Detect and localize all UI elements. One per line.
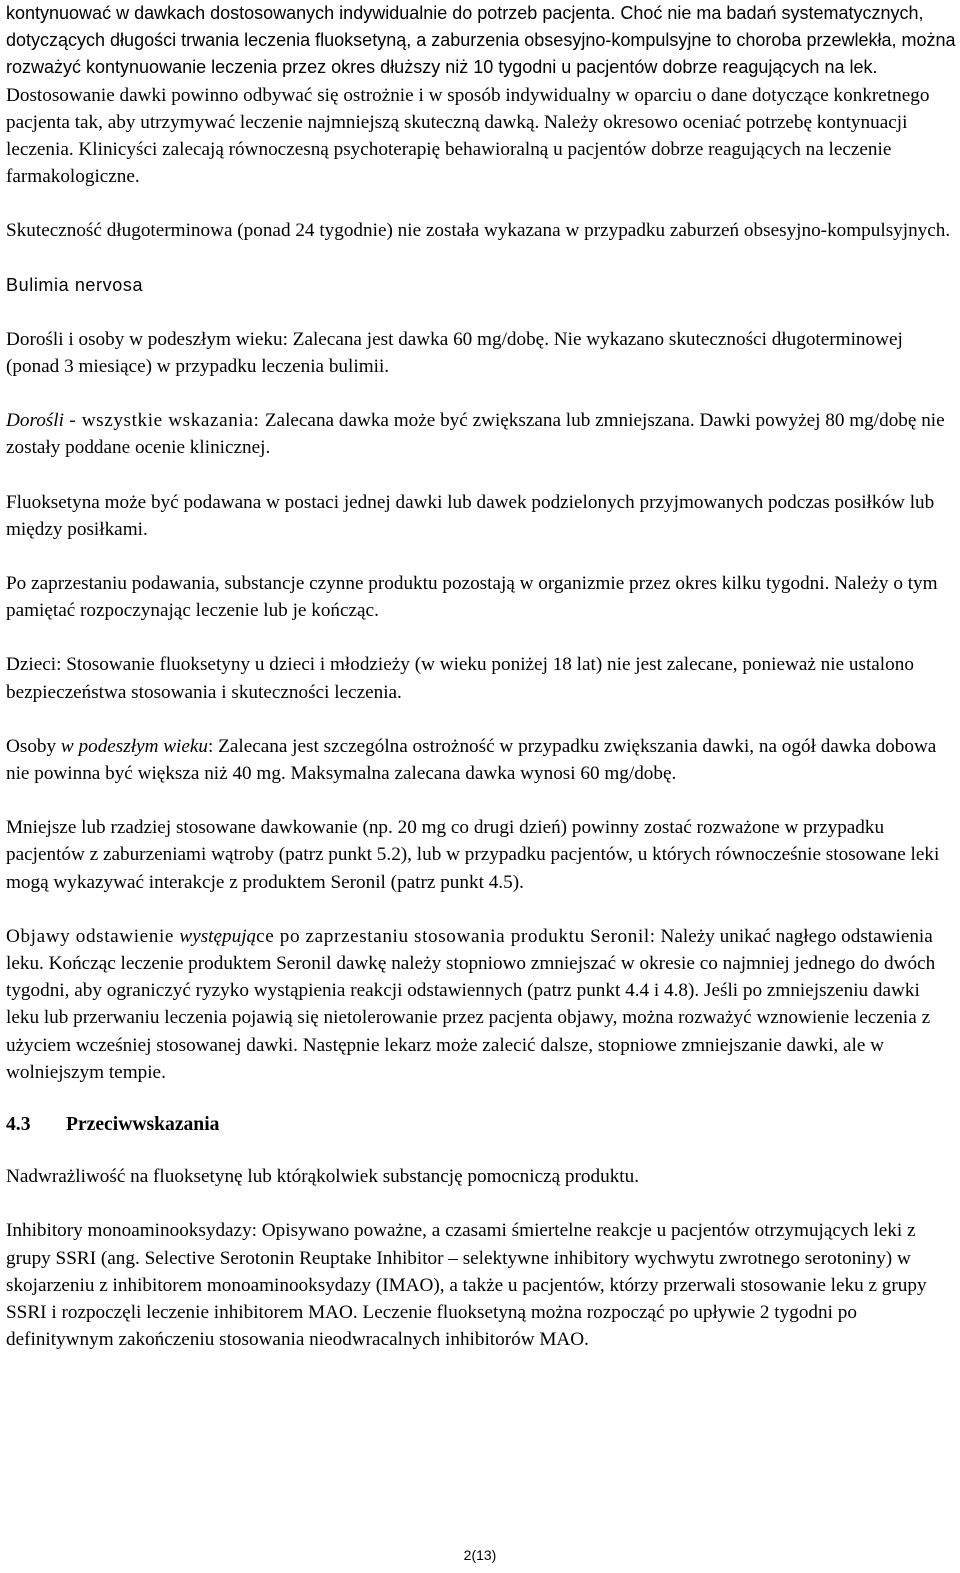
paragraph-adults-all-indications (6, 407, 956, 461)
elderly-italic: w podeszłym wieku (60, 735, 208, 757)
withdrawal-lead: Objawy odstawienie (6, 925, 180, 947)
paragraph-maoi: Inhibitory monoaminooksydazy: Opisywano poważne, a czasami śmiertelne reakcje u pacjentów otrzymujących leki z grupy SSRI (ang. Selective Serotonin Reuptake Inhibitor – selektywne inhibitory wychwytu zwrotnego serotoniny) w skojarzeniu z inhibitorem monoaminooksydazy (IMAO), a także u pacjentów, którzy przerwali stosowanie leku z grupy SSRI i rozpoczęli leczenie inhibitorem MAO. Leczenie fluoksetyną można rozpocząć po upływie 2 tygodni po definitywnym zakończeniu stosowania nieodwracalnych inhibitorów MAO. (6, 1220, 927, 1351)
paragraph-long-term-ocd: Skuteczność długoterminowa (ponad 24 tygodnie) nie została wykazana w przypadku zaburzeń obsesyjno-kompulsyjnych. (6, 220, 951, 242)
withdrawal-text: Należy unikać nagłego odstawienia leku. Kończąc leczenie produktem Seronil dawkę należy stopniowo zmniejszać w okresie co najmniej jednego do dwóch tygodni, aby ograniczyć ryzyko wystąpienia reakcji odstawiennych (patrz punkt 4.4 i 4.8). Jeśli po zmniejszeniu dawki leku lub przerwaniu leczenia pojawią się nietolerowanie przez pacjenta objawy, można rozważyć wznowienie leczenia z użyciem wcześniej stosowanej dawki. Następnie lekarz może zalecić dalsze, stopniowe zmniejszanie dawki, ale w wolniejszym tempie. (6, 925, 936, 1083)
paragraph-hypersensitivity: Nadwrażliwość na fluoksetynę lub którąkolwiek substancję pomocniczą produktu. (6, 1166, 640, 1188)
paragraph-bulimia-dose: Dorośli i osoby w podeszłym wieku: Zalecana jest dawka 60 mg/dobę. Nie wykazano skuteczności długoterminowej (ponad 3 miesiące) w przypadku leczenia bulimii. (6, 328, 903, 378)
section-heading-contraindications (6, 1111, 956, 1138)
elderly-text: : Zalecana jest szczególna ostrożność w przypadku zwiększania dawki, na ogół dawka dobowa nie powinna być większa niż 40 mg. Maksymalna zalecana dawka wynosi 60 mg/dobę. (6, 735, 937, 785)
withdrawal-italic: występują (179, 925, 257, 947)
withdrawal-mid: ce po zaprzestaniu stosowania produktu Seronil: (256, 925, 656, 947)
section-title: Przeciwwskazania (66, 1114, 220, 1136)
paragraph-sans-part: kontynuować w dawkach dostosowanych indywidualnie do potrzeb pacjenta. Choć nie ma badań systematycznych, dotyczących długości trwania leczenia fluoksetyną, a zaburzenia obsesyjno-kompulsyjne to choroba przewlekła, można rozważyć kontynuowanie leczenia przez okres dłuższy niż 10 tygodni u pacjentów dobrze reagujących na lek. (6, 3, 956, 78)
paragraph-elderly (6, 733, 956, 787)
section-number: 4.3 (6, 1114, 31, 1136)
document-page (6, 0, 956, 1353)
all-indications-label: - wszystkie wskazania: (63, 410, 265, 432)
paragraph-reduced-dosing: Mniejsze lub rzadziej stosowane dawkowanie (np. 20 mg co drugi dzień) powinny zostać rozważone w przypadku pacjentów z zaburzeniami wątroby (patrz punkt 5.2), lub w przypadku pacjentów, u których równocześnie stosowane leki mogą wykazywać interakcje z produktem Seronil (patrz punkt 4.5). (6, 817, 940, 893)
paragraph-children: Dzieci: Stosowanie fluoksetyny u dzieci i młodzieży (w wieku poniżej 18 lat) nie jest zalecane, ponieważ nie ustalono bezpieczeństwa stosowania i skuteczności leczenia. (6, 654, 914, 703)
paragraph-withdrawal (6, 923, 956, 1086)
paragraph-continuation (6, 0, 956, 190)
elderly-lead: Osoby (6, 735, 61, 757)
paragraph-elimination: Po zaprzestaniu podawania, substancje czynne produktu pozostają w organizmie przez okres kilku tygodni. Należy o tym pamiętać rozpoczynając leczenie lub je kończąc. (6, 573, 938, 622)
adults-italic: Dorośli (6, 410, 64, 432)
page-number: 2(13) (463, 1547, 497, 1563)
subsection-bulimia-title: Bulimia nervosa (6, 274, 144, 295)
paragraph-administration: Fluoksetyna może być podawana w postaci jednej dawki lub dawek podzielonych przyjmowanych podczas posiłków lub między posiłkami. (6, 491, 935, 540)
paragraph-serif-part: Dostosowanie dawki powinno odbywać się ostrożnie i w sposób indywidualny w oparciu o dane dotyczące konkretnego pacjenta tak, aby utrzymywać leczenie najmniejszą skuteczną dawką. Należy okresowo oceniać potrzebę kontynuacji leczenia. Klinicyści zalecają równoczesną psychoterapię behawioralną u pacjentów dobrze reagujących na leczenie farmakologiczne. (6, 84, 930, 188)
adults-dose-text: Zalecana dawka może być zwiększana lub zmniejszana. Dawki powyżej 80 mg/dobę nie zostały poddane ocenie klinicznej. (6, 410, 945, 459)
